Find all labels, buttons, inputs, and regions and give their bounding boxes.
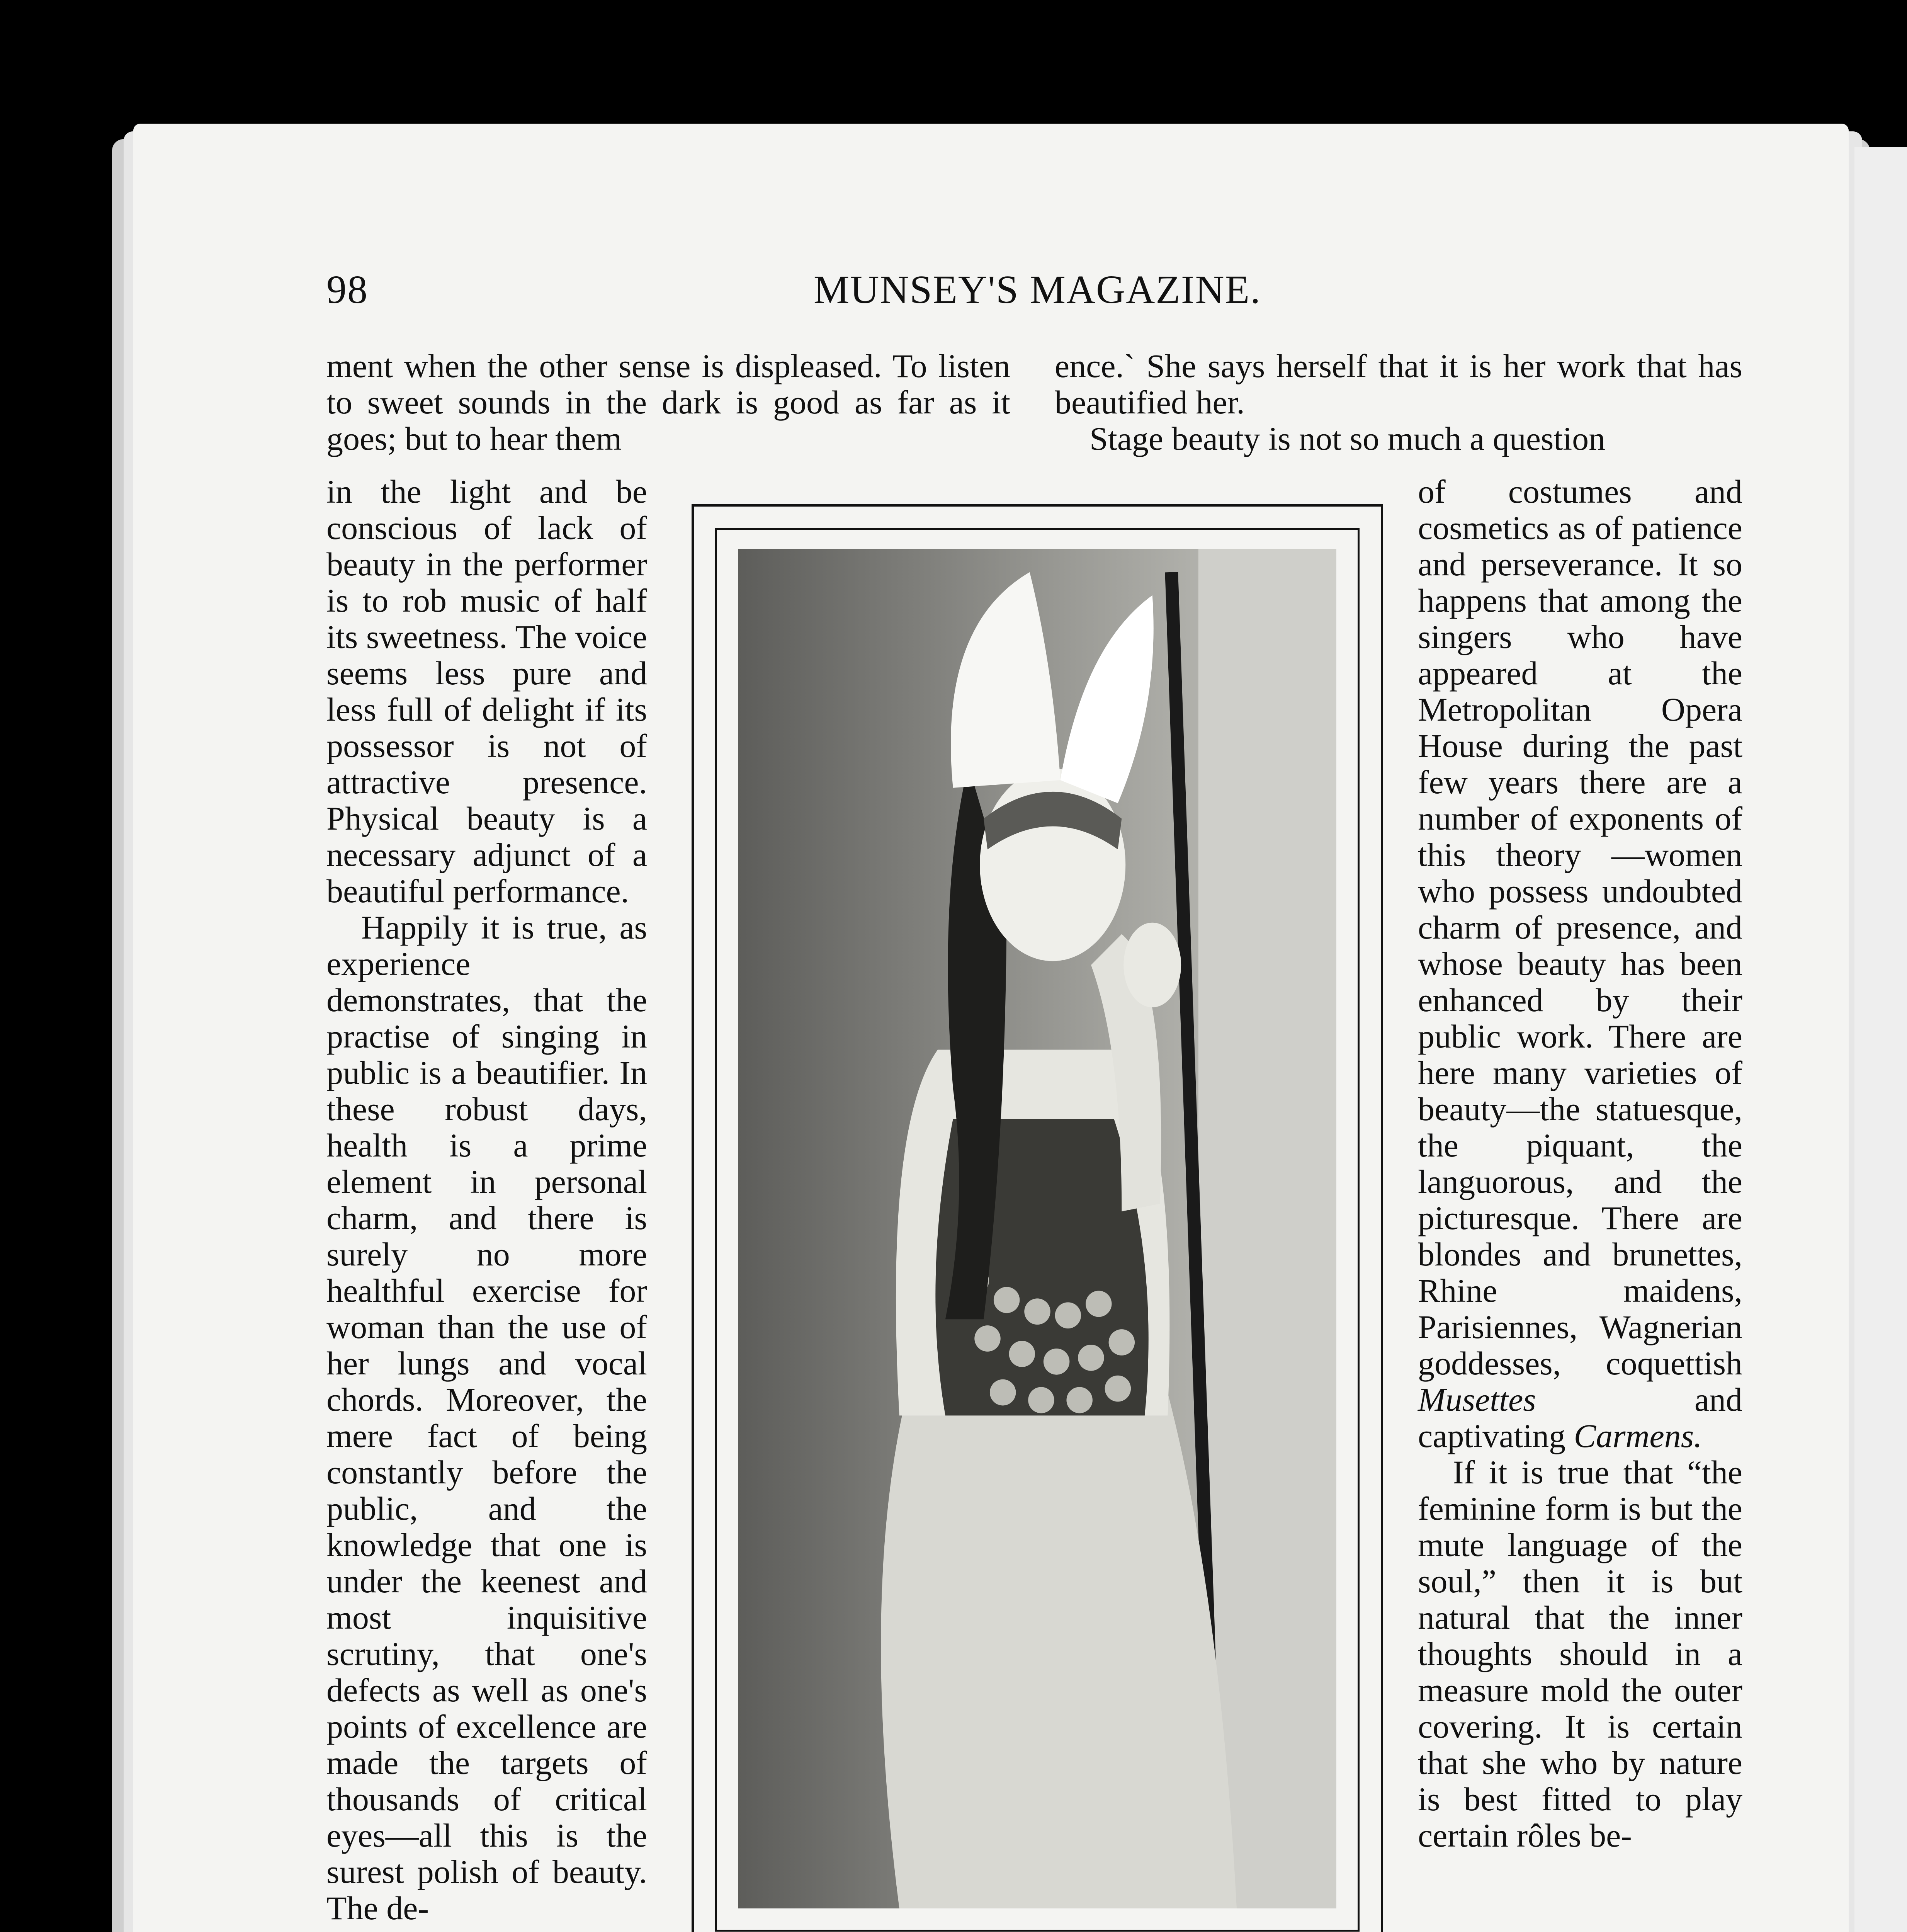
page-header [326, 267, 1748, 313]
photo-frame [692, 504, 1383, 1932]
italic-run: Musettes [1418, 1381, 1536, 1418]
photo-inner-frame [715, 528, 1360, 1932]
paragraph: ence.` She says herself that it is her work that has beautified her. [1055, 347, 1742, 421]
paragraph [1418, 473, 1742, 1454]
page-number: 98 [326, 267, 368, 312]
text-run: and captivating [1418, 1381, 1742, 1454]
portrait-photo [738, 549, 1336, 1908]
paragraph: Stage beauty is not so much a question [1089, 420, 1606, 457]
paragraph: If it is true that “the feminine form is but the mute language of the soul,” then it is but natural that the inner thoughts should in a measure mold the outer covering. It is certain that she who by nature is best fitted to play certain rôles be- [1418, 1454, 1742, 1854]
paragraph: in the light and be conscious of lack of beauty in the performer is to rob music of half its sweetness. The voice seems less pure and less full of delight if its possessor is not of attractive presence. Physical beauty is a necessary adjunct of a beautiful performance. [326, 473, 647, 910]
text-run: of costumes and cosmetics as of patience and perseverance. It so happens that among the singers who have appeared at the Metropolitan Opera House during the past few years there are a number of exponents of this theory —women who possess undoubted charm of presence, and whose beauty has been enhanced by their public work. There are here many varieties of beauty—the statuesque, the piquant, the languorous, and the picturesque. There are blondes and brunettes, Rhine maidens, Parisiennes, Wagnerian goddesses, coquettish [1418, 473, 1742, 1382]
left-column-narrow [326, 473, 647, 1926]
italic-run: Carmens. [1574, 1417, 1702, 1454]
running-title: MUNSEY'S MAGAZINE. [813, 267, 1261, 312]
paragraph: ment when the other sense is displeased. To listen to sweet sounds in the dark is good as far as it goes; but to hear them [326, 347, 1010, 457]
right-column-top [1055, 348, 1742, 457]
right-column-narrow [1418, 473, 1742, 1854]
portrait-illustration [738, 549, 1336, 1908]
paragraph: Happily it is true, as experience demonstrates, that the practise of singing in public is a beautifier. In these robust days, health is a prime element in personal charm, and there is surely no more healthful exercise for woman than the use of her lungs and vocal chords. Moreover, the mere fact of being constantly before the public, and the knowledge that one is under the keenest and most inquisitive scrutiny, that one's defects as well as one's points of excellence are made the targets of thousands of critical eyes—all this is the surest polish of beauty. The de- [326, 909, 647, 1927]
left-column-top [326, 348, 1010, 457]
adjacent-page-edge [1854, 147, 1907, 1932]
